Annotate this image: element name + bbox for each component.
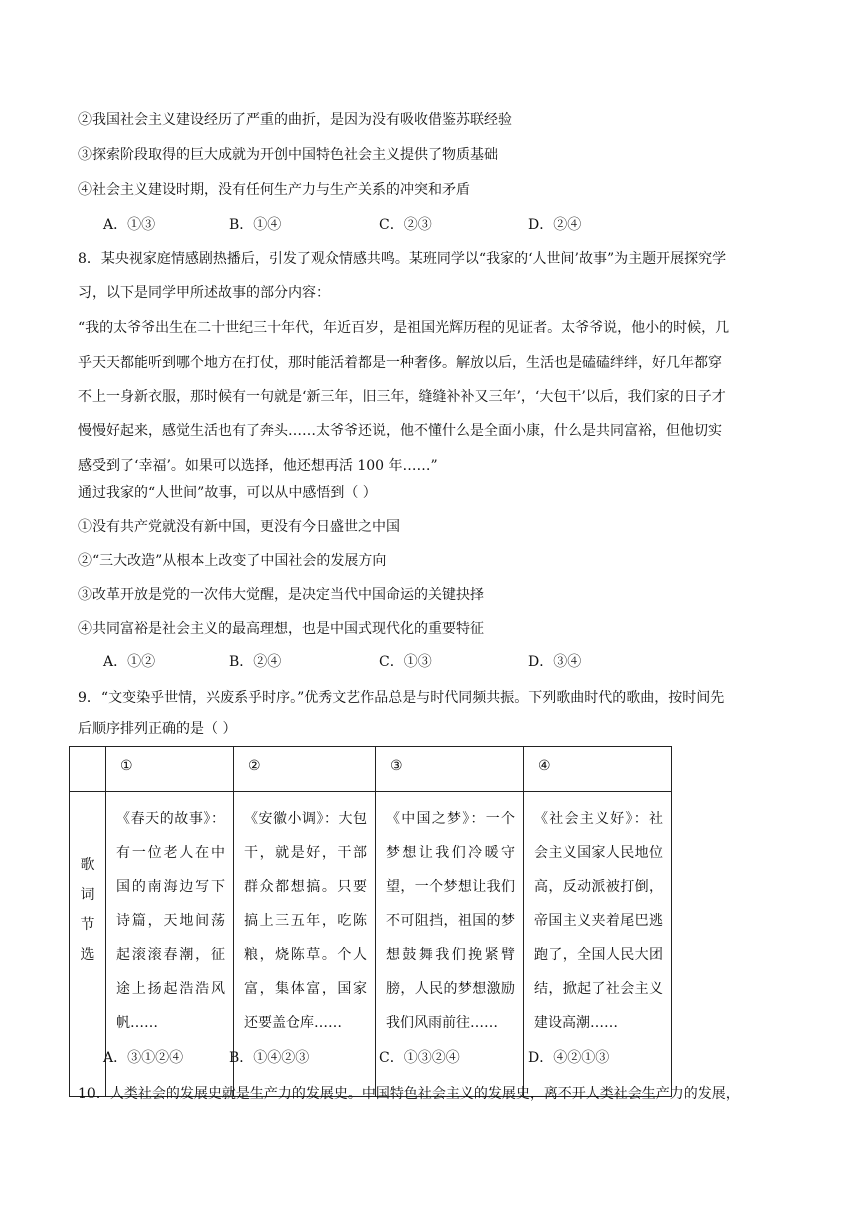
q8-question: 通过我家的“人世间”故事，可以从中感悟到（ ） xyxy=(78,485,377,501)
q8-story-line-2: 乎天天都能听到哪个地方在打仗，那时能活着都是一种奢侈。解放以后，生活也是磕磕绊绊，好几年都穿 xyxy=(78,355,722,371)
q8-option-1: ①没有共产党就没有新中国，更没有今日盛世之中国 xyxy=(78,519,400,535)
q8-choice-c: C．①③ xyxy=(379,654,432,670)
q8-choice-a: A．①② xyxy=(103,654,156,670)
q8-option-3: ③改革开放是党的一次伟大觉醒，是决定当代中国命运的关键抉择 xyxy=(78,587,484,603)
q10-stem-line-1: 10．人类社会的发展史就是生产力的发展史。中国特色社会主义的发展史，离不开人类社会生产力的发展， xyxy=(78,1086,740,1102)
lyric-cell: 《春天的故事》：有一位老人在中国的南海边写下诗篇，天地间荡起滚滚春潮，征途上扬起浩浩风帆…… xyxy=(106,792,234,1097)
q9-lyrics-table xyxy=(69,746,672,1097)
q7-choice-a: A．①③ xyxy=(103,217,156,233)
q7-choice-d: D．②④ xyxy=(528,217,582,233)
q9-stem-line-2: 后顺序排列正确的是（ ） xyxy=(78,721,237,737)
table-header-cell: ③ xyxy=(376,747,524,792)
q8-stem-line-2: 习，以下是同学甲所述故事的部分内容： xyxy=(78,285,330,301)
table-header-cell: ① xyxy=(106,747,234,792)
q8-stem-line-1: 8．某央视家庭情感剧热播后，引发了观众情感共鸣。某班同学以“我家的‘人世间’故事”为主题开展探究学 xyxy=(78,251,727,267)
q9-choice-d: D．④②①③ xyxy=(528,1050,610,1066)
q8-story-line-3: 不上一身新衣服，那时候有一句就是‘新三年，旧三年，缝缝补补又三年’，‘大包干’以后，我们家的日子才 xyxy=(78,389,726,405)
q8-choice-d: D．③④ xyxy=(528,654,582,670)
row-label-lyrics-excerpt: 歌 词 节 选 xyxy=(70,792,106,1097)
q8-option-4: ④共同富裕是社会主义的最高理想，也是中国式现代化的重要特征 xyxy=(78,621,484,637)
table-corner-cell xyxy=(70,747,106,792)
q7-choice-c: C．②③ xyxy=(379,217,432,233)
q8-story-line-5: 感受到了‘幸福’。如果可以选择，他还想再活 100 年……” xyxy=(78,458,438,474)
table-header-cell: ④ xyxy=(524,747,672,792)
q8-choice-b: B．②④ xyxy=(229,654,282,670)
table-header-row xyxy=(70,747,672,792)
table-header-cell: ② xyxy=(234,747,376,792)
q9-choice-a: A．③①②④ xyxy=(103,1050,184,1066)
q7-choice-b: B．①④ xyxy=(229,217,282,233)
q9-choice-b: B．①④②③ xyxy=(229,1050,310,1066)
lyric-cell: 《社会主义好》：社会主义国家人民地位高，反动派被打倒，帝国主义夹着尾巴逃跑了，全国人民大团结，掀起了社会主义建设高潮…… xyxy=(524,792,672,1097)
q9-stem-line-1: 9．“文变染乎世情，兴废系乎时序。”优秀文艺作品总是与时代同频共振。下列歌曲时代的歌曲，按时间先 xyxy=(78,690,725,706)
q8-option-2: ②“三大改造”从根本上改变了中国社会的发展方向 xyxy=(78,553,387,569)
q8-story-line-1: “我的太爷爷出生在二十世纪三十年代，年近百岁，是祖国光辉历程的见证者。太爷爷说，他小的时候，几 xyxy=(78,320,730,336)
lyric-cell: 《安徽小调》：大包干，就是好，干部群众都想搞。只要搞上三五年，吃陈粮，烧陈草。个人富，集体富，国家还要盖仓库…… xyxy=(234,792,376,1097)
q7-option-3: ③探索阶段取得的巨大成就为开创中国特色社会主义提供了物质基础 xyxy=(78,147,498,163)
lyric-cell: 《中国之梦》：一个梦想让我们冷暖守望，一个梦想让我们不可阻挡，祖国的梦想鼓舞我们挽紧臂膀，人民的梦想激励我们风雨前往…… xyxy=(376,792,524,1097)
q9-choice-c: C．①③②④ xyxy=(379,1050,460,1066)
q7-option-2: ②我国社会主义建设经历了严重的曲折，是因为没有吸收借鉴苏联经验 xyxy=(78,112,512,128)
q7-option-4: ④社会主义建设时期，没有任何生产力与生产关系的冲突和矛盾 xyxy=(78,182,470,198)
q8-story-line-4: 慢慢好起来，感觉生活也有了奔头……太爷爷还说，他不懂什么是全面小康，什么是共同富裕，但他切实 xyxy=(78,423,722,439)
